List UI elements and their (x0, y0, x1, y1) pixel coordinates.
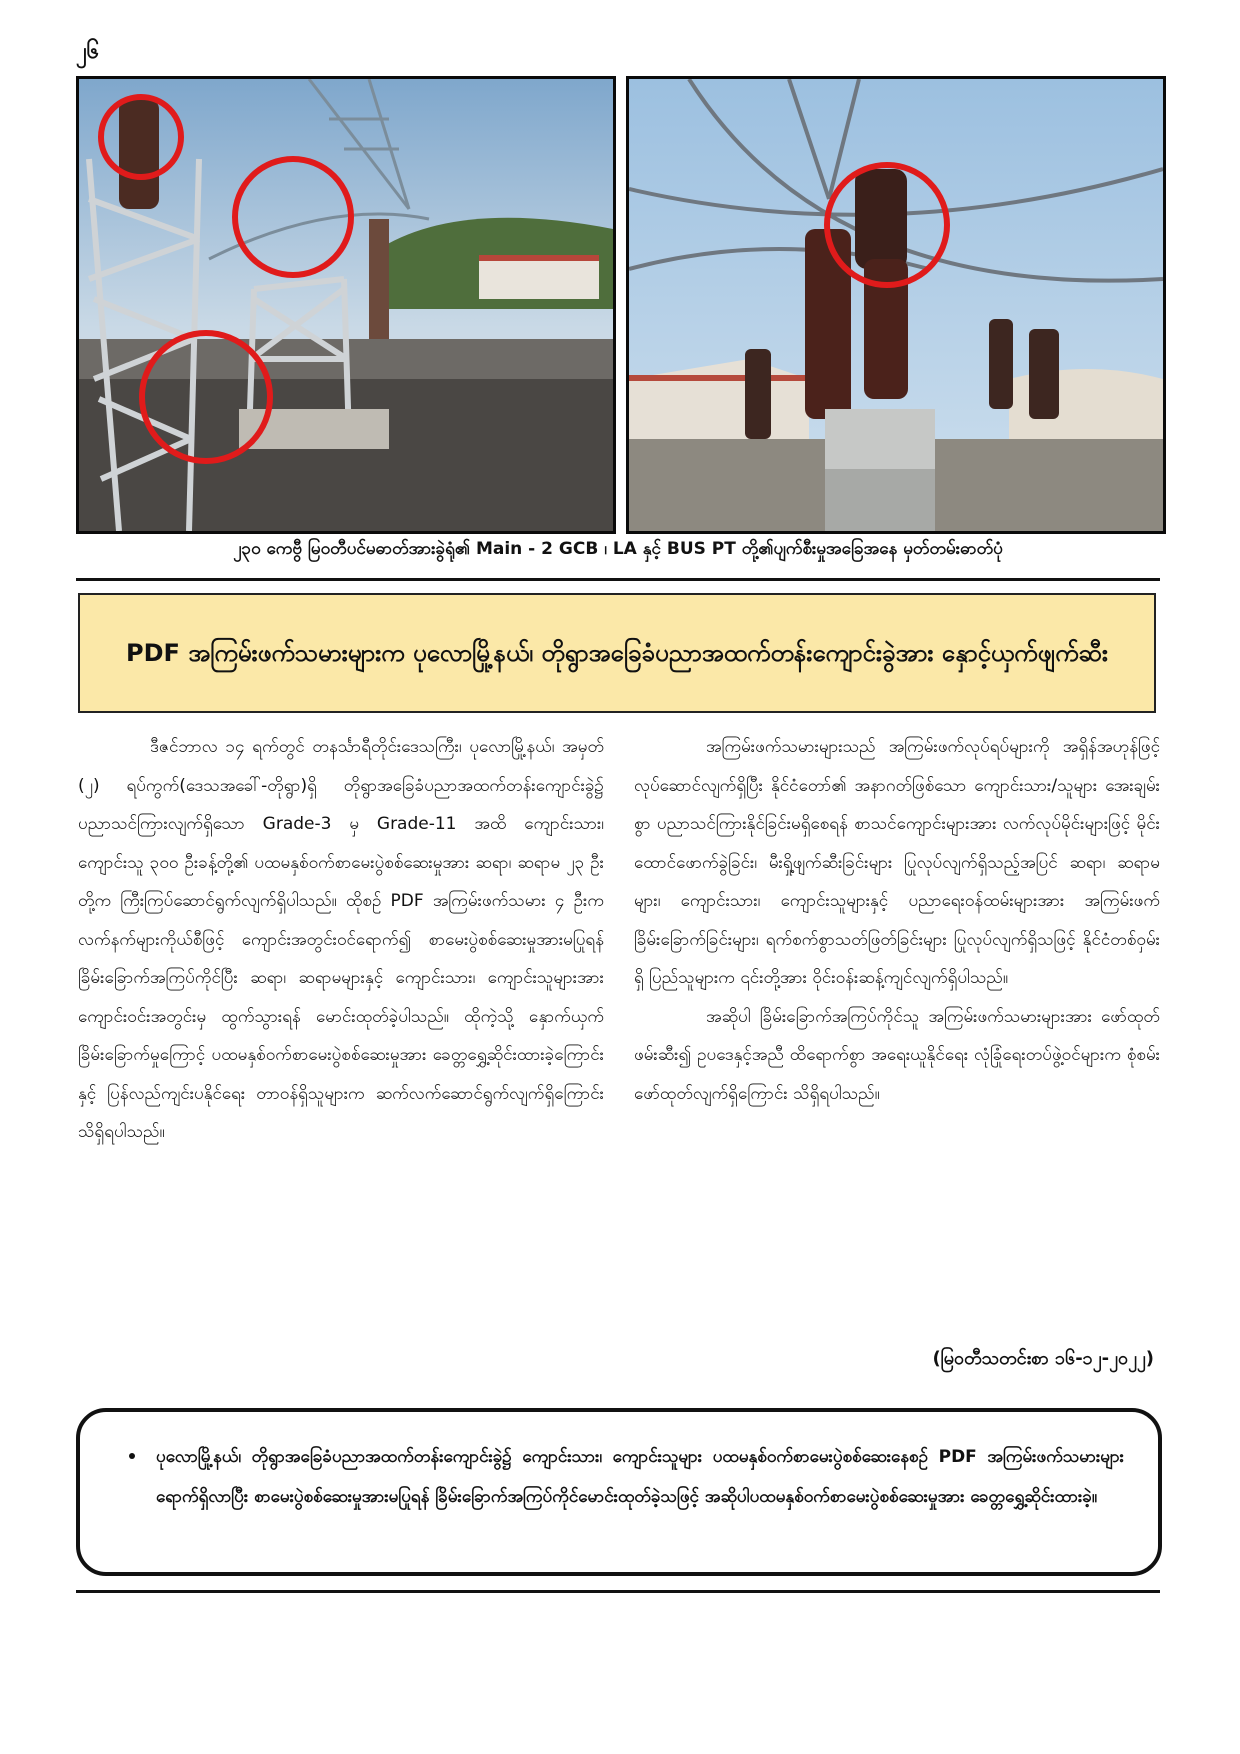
top-divider (76, 578, 1160, 581)
bottom-divider (76, 1590, 1160, 1593)
page-number: ၂၆ (76, 39, 100, 64)
photo-caption: ၂၃၀ ကေဗွီ မြဝတီပင်မဓာတ်အားခွဲရုံ၏ Main - 2 GCB ၊ LA နှင့် BUS PT တို့၏ပျက်စီးမှုအခြေအနေ မှတ်တမ်းဓာတ်ပုံ (233, 539, 1003, 559)
substation-photo-left-drawing (79, 79, 613, 531)
article-paragraph: အကြမ်းဖက်သမားများသည် အကြမ်းဖက်လုပ်ရပ်များကို အရှိန်အဟုန်ဖြင့် လုပ်ဆောင်လျက်ရှိပြီး နိုင်ငံတော်၏ အနာဂတ်ဖြစ်သော ကျောင်းသား/သူများ အေးချမ်းစွာ ပညာသင်ကြားနိုင်ခြင်းမရှိစေရန် စာသင်ကျောင်းများအား လက်လုပ်မိုင်းများဖြင့် မိုင်းထောင်ဖောက်ခွဲခြင်း၊ မီးရှို့ဖျက်ဆီးခြင်းများ ပြုလုပ်လျက်ရှိသည့်အပြင် ဆရာ၊ ဆရာမများ၊ ကျောင်းသား၊ ကျောင်းသူများနှင့် ပညာရေးဝန်ထမ်းများအား အကြမ်းဖက်ခြိမ်းခြောက်ခြင်းများ၊ ရက်စက်စွာသတ်ဖြတ်ခြင်းများ ပြုလုပ်လျက်ရှိသဖြင့် နိုင်ငံတစ်ဝှမ်းရှိ ပြည်သူများက ၎င်းတို့အား ဝိုင်းဝန်းဆန့်ကျင်လျက်ရှိပါသည်။ (634, 737, 1160, 988)
substation-photo-right (626, 76, 1166, 534)
summary-bullet: • ပုလောမြို့နယ်၊ တိုရွာအခြေခံပညာအထက်တန်းကျောင်းခွဲ၌ ကျောင်းသား၊ ကျောင်းသူများ ပထမနှစ်ဝက်စာမေးပွဲစစ်ဆေးနေစဉ် PDF အကြမ်းဖက်သမားများရောက်ရှိလာပြီး စာမေးပွဲစစ်ဆေးမှုအားမပြုရန် ခြိမ်းခြောက်အကြပ်ကိုင်မောင်းထုတ်ခဲ့သဖြင့် အဆိုပါပထမနှစ်ဝက်စာမေးပွဲစစ်ဆေးမှုအား ခေတ္တရွှေ့ဆိုင်းထားခဲ့။ (148, 1436, 1124, 1517)
article-source: (မြဝတီသတင်းစာ ၁၆-၁၂-၂၀၂၂) (932, 1348, 1154, 1369)
article-paragraph: ဒီဇင်ဘာလ ၁၄ ရက်တွင် တနင်္သာရီတိုင်းဒေသကြီး၊ ပုလောမြို့နယ်၊ အမှတ် (၂) ရပ်ကွက်(ဒေသအခေါ်-တိုရွာ)ရှိ တိုရွာအခြေခံပညာအထက်တန်းကျောင်းခွဲ၌ ပညာသင်ကြားလျက်ရှိသော Grade-3 မှ Grade-11 အထိ ကျောင်းသား၊ ကျောင်းသူ ၃၀၀ ဦးခန့်တို့၏ ပထမနှစ်ဝက်စာမေးပွဲစစ်ဆေးမှုအား ဆရာ၊ ဆရာမ ၂၃ ဦးတို့က ကြီးကြပ်ဆောင်ရွက်လျက်ရှိပါသည်။ ထိုစဉ် PDF အကြမ်းဖက်သမား ၄ ဦးက လက်နက်များကိုယ်စီဖြင့် ကျောင်းအတွင်းဝင်ရောက်၍ စာမေးပွဲစစ်ဆေးမှုအားမပြုရန် ခြိမ်းခြောက်အကြပ်ကိုင်ပြီး ဆရာ၊ ဆရာမများနှင့် ကျောင်းသား၊ ကျောင်းသူများအား ကျောင်းဝင်းအတွင်းမှ ထွက်သွားရန် မောင်းထုတ်ခဲ့ပါသည်။ ထိုကဲ့သို့ နှောက်ယှက်ခြိမ်းခြောက်မှုကြောင့် ပထမနှစ်ဝက်စာမေးပွဲစစ်ဆေးမှုအား ခေတ္တရွှေ့ဆိုင်းထားခဲ့ကြောင်းနှင့် ပြန်လည်ကျင်းပနိုင်ရေး တာဝန်ရှိသူများက ဆက်လက်ဆောင်ရွက်လျက်ရှိကြောင်း သိရှိရပါသည်။ (78, 737, 604, 1142)
headline-box (78, 593, 1156, 713)
article-headline: PDF အကြမ်းဖက်သမားများက ပုလောမြို့နယ်၊ တိုရွာအခြေခံပညာအထက်တန်းကျောင်းခွဲအား နှောင့်ယှက်ဖျက်ဆီး (126, 639, 1108, 667)
article-paragraph: အဆိုပါ ခြိမ်းခြောက်အကြပ်ကိုင်သူ အကြမ်းဖက်သမားများအား ဖော်ထုတ်ဖမ်းဆီး၍ ဥပဒေနှင့်အညီ ထိရောက်စွာ အရေးယူနိုင်ရေး လုံခြုံရေးတပ်ဖွဲ့ဝင်များက စုံစမ်းဖော်ထုတ်လျက်ရှိကြောင်း သိရှိရပါသည်။ (634, 1006, 1160, 1104)
article-column-left (78, 728, 604, 1152)
article-column-right (634, 728, 1160, 1113)
substation-photo-right-drawing (629, 79, 1163, 531)
summary-list (120, 1436, 1124, 1517)
substation-photo-left (76, 76, 616, 534)
summary-box (76, 1408, 1162, 1576)
